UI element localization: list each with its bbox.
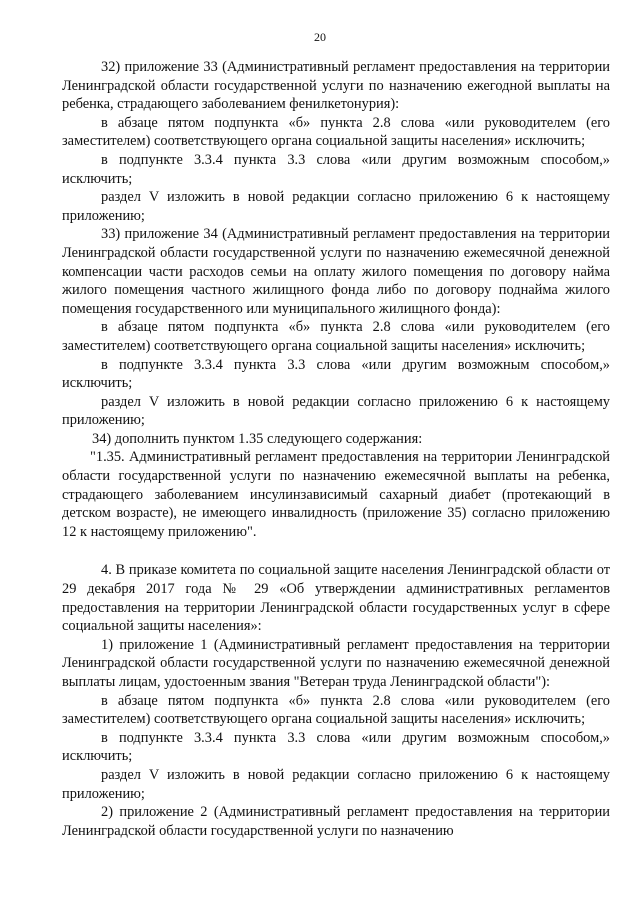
paragraph-section-v: раздел V изложить в новой редакции согласно приложению 6 к настоящему приложению; xyxy=(62,189,610,224)
document-body xyxy=(62,58,610,840)
section-gap xyxy=(62,541,610,561)
paragraph-amend-3-3-4: в подпункте 3.3.4 пункта 3.3 слова «или другим возможным способом,» исключить; xyxy=(62,729,610,765)
paragraph-32-item: 32) приложение 33 (Административный регламент предоставления на территории Ленинградской области государственной услуги по назначению ежегодной выплаты на ребенка, страдающего заболеванием фенилкетонурия): xyxy=(62,59,610,113)
paragraph-amend-2-8: в абзаце пятом подпункта «б» пункта 2.8 слова «или руководителем (его заместителем) соответствующего органа социальной защиты населения» исключить; xyxy=(62,319,610,354)
paragraph-section-v: раздел V изложить в новой редакции согласно приложению 6 к настоящему приложению; xyxy=(62,393,610,429)
paragraph-section-v: раздел V изложить в новой редакции согласно приложению 6 к настоящему приложению; xyxy=(62,766,610,802)
paragraph-amend-3-3-4: в подпункте 3.3.4 пункта 3.3 слова «или другим возможным способом,» исключить; xyxy=(62,356,610,392)
paragraph-quote-1-35: "1.35. Административный регламент предоставления на территории Ленинградской области государственной услуги по назначению ежемесячной выплаты на ребенка, страдающего заболеванием инсулинзависимый сахарный диабет (протекающий в детском возрасте), не имеющего инвалидность (приложение 35) согласно приложению 12 к настоящему приложению". xyxy=(62,449,610,540)
page-number: 20 xyxy=(314,30,326,44)
paragraph-amend-2-8: в абзаце пятом подпункта «б» пункта 2.8 слова «или руководителем (его заместителем) соответствующего органа социальной защиты населения» исключить; xyxy=(62,114,610,150)
paragraph-33-item: 33) приложение 34 (Административный регламент предоставления на территории Ленинградской области государственной услуги по назначению ежемесячной денежной компенсации части расходов семьи на оплату жилого помещения по договору найма жилого помещения частного жилищного фонда либо по договору поднайма жилого помещения государственного или муниципального жилищного фонда): xyxy=(62,226,610,317)
paragraph-1-item: 1) приложение 1 (Административный регламент предоставления на территории Ленинградской области государственной услуги по назначению ежемесячной денежной выплаты лицам, удостоенным звания "Ветеран труда Ленинградской области"): xyxy=(62,636,610,690)
paragraph-amend-2-8: в абзаце пятом подпункта «б» пункта 2.8 слова «или руководителем (его заместителем) соответствующего органа социальной защиты населения» исключить; xyxy=(62,692,610,728)
paragraph-item-4: 4. В приказе комитета по социальной защите населения Ленинградской области от 29 декабря 2017 года № 29 «Об утверждении административных регламентов предоставления на территории Ленинградской области государственных услуг в сфере социальной защиты населения»: xyxy=(62,562,610,635)
paragraph-34-item: 34) дополнить пунктом 1.35 следующего содержания: xyxy=(92,430,423,447)
paragraph-amend-3-3-4: в подпункте 3.3.4 пункта 3.3 слова «или другим возможным способом,» исключить; xyxy=(62,151,610,187)
paragraph-2-item: 2) приложение 2 (Административный регламент предоставления на территории Ленинградской области государственной услуги по назначению xyxy=(62,804,610,839)
